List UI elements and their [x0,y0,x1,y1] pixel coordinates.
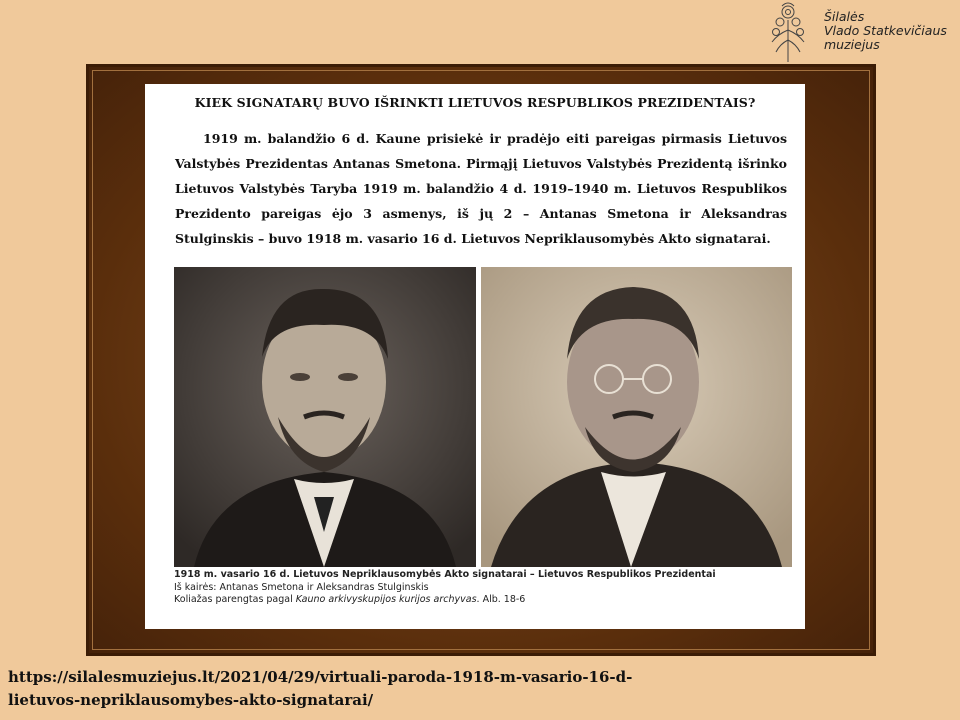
source-url-line-1: https://silalesmuziejus.lt/2021/04/29/virtuali-paroda-1918-m-vasario-16-d- [8,668,633,686]
portrait-photo-left [174,267,476,567]
document-paragraph: 1919 m. balandžio 6 d. Kaune prisiekė ir pradėjo eiti pareigas pirmasis Lietuvos Valstybės Prezidentas Antanas Smetona. Pirmąjį Lietuvos Valstybės Prezidentą išrinko Lietuvos Valstybės Taryba 1919 m. balandžio 4 d. 1919–1940 m. Lietuvos Respublikos Prezidento pareigas ėjo 3 asmenys, iš jų 2 – Antanas Smetona ir Aleksandras Stulginskis – buvo 1918 m. vasario 16 d. Lietuvos Nepriklausomybės Akto signatarai. [175,131,787,246]
caption-subtitle: Iš kairės: Antanas Smetona ir Aleksandras Stulginskis [174,581,429,593]
source-url [8,666,948,712]
photo-caption [174,569,792,607]
logo-line-2: Vlado Statkevičiaus [824,23,947,38]
logo-line-3: muziejus [824,37,880,52]
caption-title: 1918 m. vasario 16 d. Lietuvos Nepriklausomybės Akto signatarai – Lietuvos Respublikos Prezidentai [174,569,716,580]
logo-line-1: Šilalės [824,9,865,24]
flower-emblem-icon [758,0,822,62]
caption-source-prefix: Koliažas parengtas pagal [174,594,296,605]
caption-source-suffix: . Alb. 18-6 [476,594,526,605]
museum-logo [758,0,958,62]
source-url-line-2: lietuvos-nepriklausomybes-akto-signatarai/ [8,691,374,709]
portrait-photo-right [481,267,792,567]
portrait-collage [174,267,792,567]
document-heading: KIEK SIGNATARŲ BUVO IŠRINKTI LIETUVOS RESPUBLIKOS PREZIDENTAIS? [194,95,756,110]
caption-source-archive: Kauno arkivyskupijos kurijos archyvas [295,594,477,605]
document-page [145,84,805,629]
caption-source [174,594,792,607]
